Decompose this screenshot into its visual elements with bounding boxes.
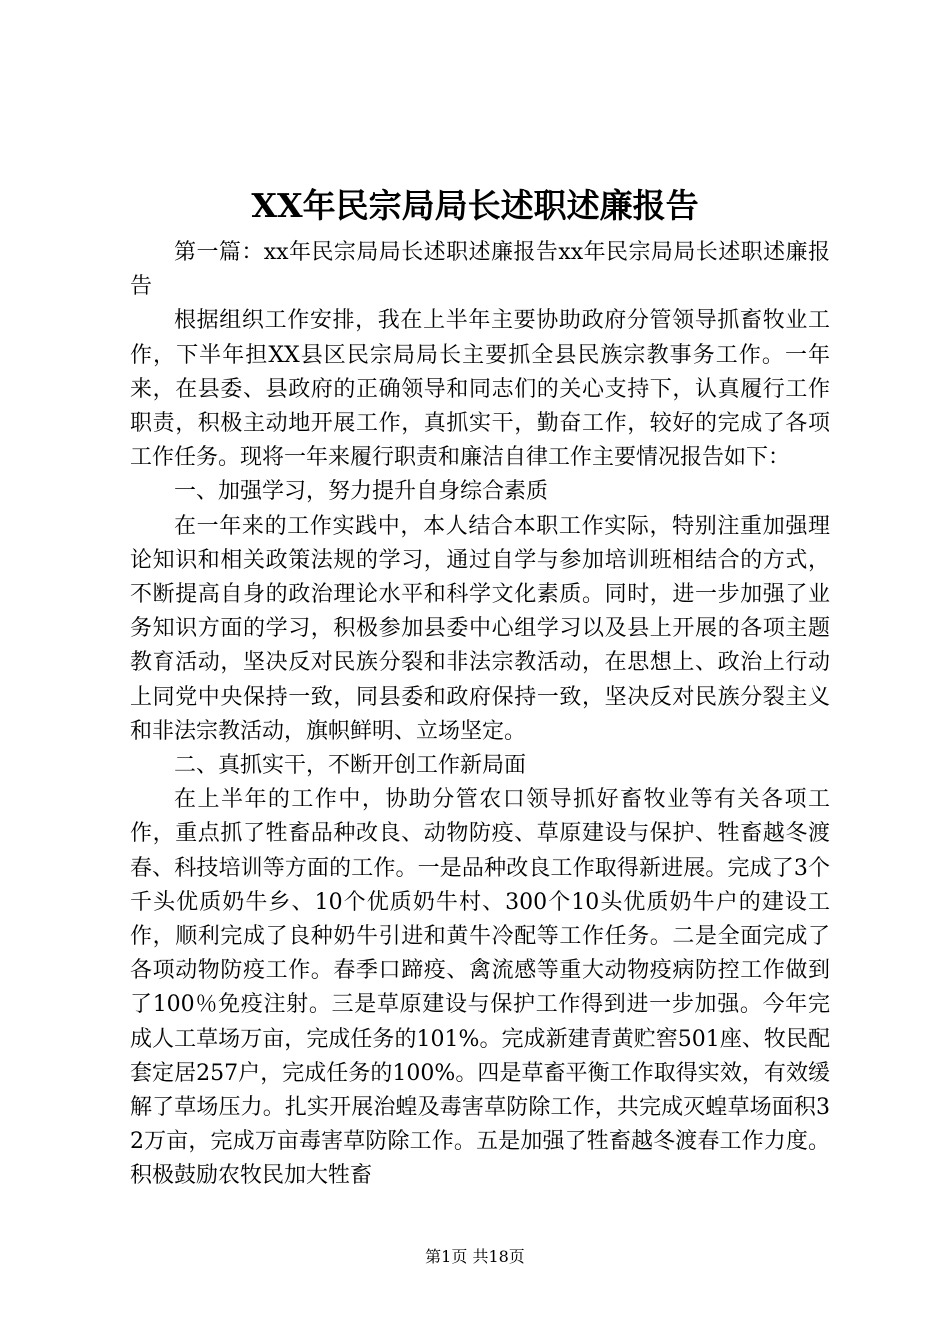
paragraph-work: 在上半年的工作中，协助分管农口领导抓好畜牧业等有关各项工作，重点抓了牲畜品种改良、动物防疫、草原建设与保护、牲畜越冬渡春、科技培训等方面的工作。一是品种改良工作取得新进展。完成了3个千头优质奶牛乡、10个优质奶牛村、300个10头优质奶牛户的建设工作，顺利完成了良种奶牛引进和黄牛冷配等工作任务。二是全面完成了各项动物防疫工作。春季口蹄疫、禽流感等重大动物疫病防控工作做到了100％免疫注射。三是草原建设与保护工作得到进一步加强。今年完成人工草场万亩，完成任务的101%。完成新建青黄贮窖501座、牧民配套定居257户，完成任务的100%。四是草畜平衡工作取得实效，有效缓解了草场压力。扎实开展治蝗及毒害草防除工作，共完成灭蝗草场面积32万亩，完成万亩毒害草防除工作。五是加强了牲畜越冬渡春工作力度。积极鼓励农牧民加大牲畜 (130, 787, 830, 1189)
paragraph-study: 在一年来的工作实践中，本人结合本职工作实际，特别注重加强理论知识和相关政策法规的学习，通过自学与参加培训班相结合的方式，不断提高自身的政治理论水平和科学文化素质。同时，进一步加强了业务知识方面的学习，积极参加县委中心组学习以及县上开展的各项主题教育活动，坚决反对民族分裂和非法宗教活动，在思想上、政治上行动上同党中央保持一致，同县委和政府保持一致，坚决反对民族分裂主义和非法宗教活动，旗帜鲜明、立场坚定。 (130, 513, 830, 744)
section-heading-2: 二、真抓实干，不断开创工作新局面 (174, 753, 527, 779)
document-title: XX年民宗局局长述职述廉报告 (251, 186, 699, 225)
page-number-footer: 第1页 共18页 (425, 1247, 525, 1266)
document-body (130, 236, 830, 1194)
paragraph-intro: 第一篇：xx年民宗局局长述职述廉报告xx年民宗局局长述职述廉报告 (130, 240, 830, 300)
section-heading-1: 一、加强学习，努力提升自身综合素质 (174, 479, 549, 505)
paragraph-background: 根据组织工作安排，我在上半年主要协助政府分管领导抓畜牧业工作，下半年担XX县区民宗局局长主要抓全县民族宗教事务工作。一年来，在县委、县政府的正确领导和同志们的关心支持下，认真履行工作职责，积极主动地开展工作，真抓实干，勤奋工作，较好的完成了各项工作任务。现将一年来履行职责和廉洁自律工作主要情况报告如下： (130, 308, 830, 471)
